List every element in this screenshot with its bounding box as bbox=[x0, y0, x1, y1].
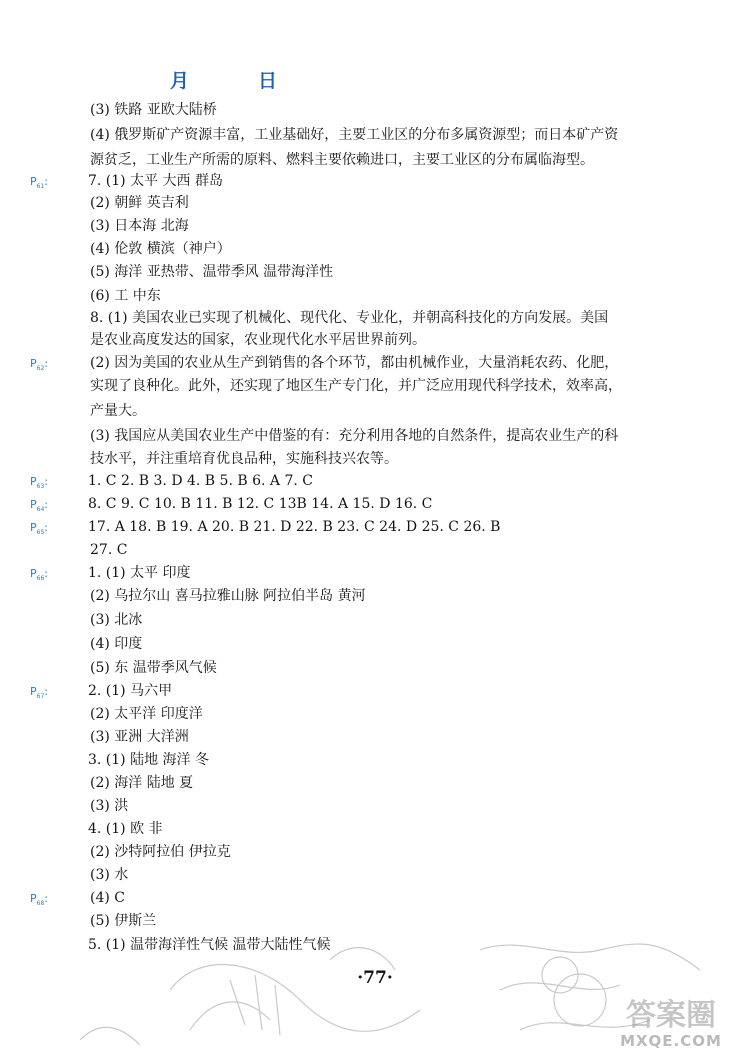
answer-line: 8. (1) 美国农业已实现了机械化、现代化、专业化，并朝高科技化的方向发展。美国 bbox=[90, 310, 609, 326]
answer-line: (3) 水 bbox=[90, 867, 129, 883]
page-ref-prefix: P bbox=[30, 685, 37, 698]
month-label: 月 bbox=[170, 70, 190, 92]
page-ref-prefix: P bbox=[30, 175, 37, 188]
page-ref-number: 62 bbox=[36, 365, 45, 373]
page-ref-mark: $P_{67}$: bbox=[30, 685, 48, 701]
page-ref-prefix: P bbox=[30, 567, 37, 580]
page-ref-number: 66 bbox=[36, 575, 45, 583]
answer-line: 7. (1) 太平 大西 群岛 bbox=[88, 173, 223, 189]
answer-line: (5) 东 温带季风气候 bbox=[90, 660, 217, 676]
date-header bbox=[0, 66, 750, 96]
answer-line: (3) 北冰 bbox=[90, 612, 143, 628]
page-ref-prefix: P bbox=[30, 475, 37, 488]
watermark bbox=[606, 1000, 736, 1050]
page-ref-mark: $P_{66}$: bbox=[30, 567, 48, 583]
answer-line: (4) 印度 bbox=[90, 636, 143, 652]
answer-line: (5) 伊斯兰 bbox=[90, 913, 157, 929]
answer-line: (3) 铁路 亚欧大陆桥 bbox=[90, 102, 217, 118]
answer-line: 2. (1) 马六甲 bbox=[88, 683, 173, 699]
answer-line: 8. C 9. C 10. B 11. B 12. C 13B 14. A 15. D 16. C bbox=[88, 496, 433, 512]
answer-line: (5) 海洋 亚热带、温带季风 温带海洋性 bbox=[90, 264, 334, 280]
answer-line: (2) 朝鲜 英吉利 bbox=[90, 195, 189, 211]
answer-line: 源贫乏，工业生产所需的原料、燃料主要依赖进口，主要工业区的分布属临海型。 bbox=[90, 152, 594, 168]
answer-line: (3) 亚洲 大洋洲 bbox=[90, 729, 189, 745]
page-ref-prefix: P bbox=[30, 521, 37, 534]
answer-line: 5. (1) 温带海洋性气候 温带大陆性气候 bbox=[88, 937, 331, 953]
answer-line: (2) 因为美国的农业从生产到销售的各个环节，都由机械作业，大量消耗农药、化肥， bbox=[90, 355, 619, 371]
page-ref-mark: $P_{68}$: bbox=[30, 892, 48, 908]
answer-line: (3) 洪 bbox=[90, 798, 129, 814]
page-number: ·77· bbox=[357, 968, 393, 988]
answer-line: (3) 我国应从美国农业生产中借鉴的有：充分利用各地的自然条件，提高农业生产的科 bbox=[90, 428, 619, 444]
page-ref-number: 67 bbox=[36, 693, 45, 701]
page-ref-number: 68 bbox=[36, 900, 45, 908]
page-ref-prefix: P bbox=[30, 357, 37, 370]
page-ref-number: 65 bbox=[36, 529, 45, 537]
page-ref-mark: $P_{62}$: bbox=[30, 357, 48, 373]
answer-line: (2) 海洋 陆地 夏 bbox=[90, 775, 194, 791]
answer-line: (4) 俄罗斯矿产资源丰富，工业基础好，主要工业区的分布多属资源型；而日本矿产资 bbox=[90, 127, 619, 143]
answer-line: (2) 乌拉尔山 喜马拉雅山脉 阿拉伯半岛 黄河 bbox=[90, 588, 366, 604]
answer-line: (2) 太平洋 印度洋 bbox=[90, 706, 203, 722]
answer-line: 实现了良种化。此外，还实现了地区生产专门化，并广泛应用现代科学技术，效率高， bbox=[90, 378, 622, 394]
answer-line: (4) 伦敦 横滨（神户） bbox=[90, 241, 231, 257]
answer-line: 27. C bbox=[90, 542, 128, 558]
watermark-site: MXQE.COM bbox=[620, 1032, 722, 1050]
page-ref-number: 61 bbox=[36, 183, 45, 191]
answer-line: 4. (1) 欧 非 bbox=[88, 821, 163, 837]
answer-line: (2) 沙特阿拉伯 伊拉克 bbox=[90, 844, 231, 860]
watermark-logo: 答案圈 bbox=[626, 998, 716, 1033]
answer-line: 产量大。 bbox=[90, 403, 146, 419]
page-ref-mark: $P_{61}$: bbox=[30, 175, 48, 191]
answer-line: 是农业高度发达的国家，农业现代化水平居世界前列。 bbox=[90, 332, 426, 348]
answer-line: 1. C 2. B 3. D 4. B 5. B 6. A 7. C bbox=[88, 473, 313, 489]
page-ref-number: 63 bbox=[36, 483, 45, 491]
page-ref-number: 64 bbox=[36, 506, 45, 514]
page-ref-mark: $P_{65}$: bbox=[30, 521, 48, 537]
page-ref-prefix: P bbox=[30, 892, 37, 905]
day-label: 日 bbox=[258, 70, 278, 92]
page-ref-mark: $P_{64}$: bbox=[30, 498, 48, 514]
answer-line: 3. (1) 陆地 海洋 冬 bbox=[88, 752, 209, 768]
answer-line: (3) 日本海 北海 bbox=[90, 218, 189, 234]
answer-line: (4) C bbox=[90, 890, 125, 906]
page-ref-prefix: P bbox=[30, 498, 37, 511]
answer-line: 技水平，并注重培育优良品种，实施科技兴农等。 bbox=[90, 451, 398, 467]
answer-line: (6) 工 中东 bbox=[90, 288, 161, 304]
answer-line: 1. (1) 太平 印度 bbox=[88, 565, 191, 581]
answer-line: 17. A 18. B 19. A 20. B 21. D 22. B 23. C 24. D 25. C 26. B bbox=[88, 519, 501, 535]
page-ref-mark: $P_{63}$: bbox=[30, 475, 48, 491]
